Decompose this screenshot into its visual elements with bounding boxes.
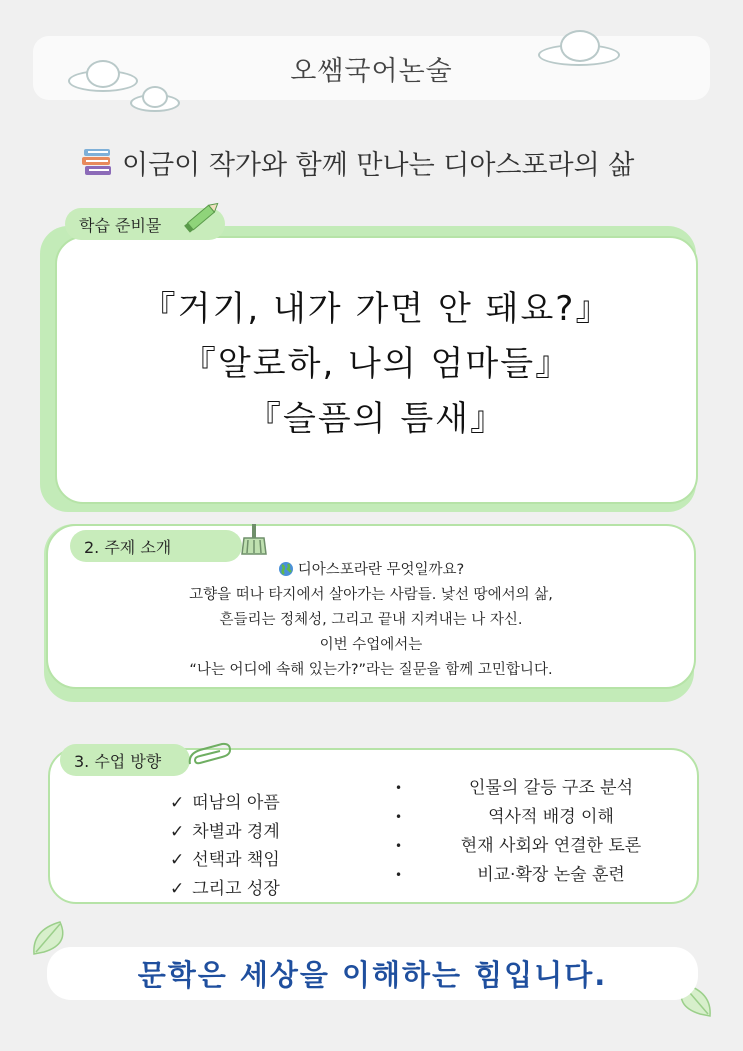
bullet-item-label: 역사적 배경 이해 bbox=[488, 807, 614, 827]
bullet-item bbox=[395, 774, 675, 803]
slogan-bar bbox=[47, 947, 698, 1000]
bullet-item-label: 인물의 갈등 구조 분석 bbox=[468, 778, 633, 798]
checklist-item bbox=[170, 789, 280, 818]
checklist-item-label: 선택과 책임 bbox=[192, 850, 280, 870]
brand-title: 오쌤국어논술 bbox=[290, 55, 453, 87]
topic-question-line bbox=[46, 558, 696, 583]
cloud-icon bbox=[538, 30, 618, 62]
direction-bullets bbox=[395, 774, 675, 890]
check-icon: ✓ bbox=[170, 850, 185, 870]
pencil-icon bbox=[180, 196, 224, 236]
direction-tag-label: 3. 수업 방향 bbox=[74, 751, 162, 771]
book-title: 『거기, 내가 가면 안 돼요?』 bbox=[141, 289, 612, 329]
bullet-icon: • bbox=[395, 810, 403, 824]
bullet-item-label: 현재 사회와 연결한 토론 bbox=[460, 836, 642, 856]
cloud-icon bbox=[68, 58, 138, 88]
topic-line: 흔들리는 정체성, 그리고 끝내 지켜내는 나 자신. bbox=[219, 612, 523, 628]
check-icon: ✓ bbox=[170, 878, 185, 899]
book-list bbox=[55, 282, 698, 447]
bullet-item bbox=[395, 832, 675, 861]
book-title: 『슬픔의 틈새』 bbox=[246, 399, 507, 439]
checklist-item-label: 차별과 경계 bbox=[192, 821, 280, 842]
topic-question: 디아스포라란 무엇일까요? bbox=[297, 562, 465, 578]
books-icon bbox=[80, 145, 114, 179]
checklist-item-label: 떠남의 아픔 bbox=[192, 793, 280, 813]
checklist-item bbox=[170, 818, 280, 847]
checklist-item-label: 그리고 성장 bbox=[192, 878, 280, 899]
subject-title: 이금이 작가와 함께 만나는 디아스포라의 삶 bbox=[122, 149, 635, 181]
checklist-item bbox=[170, 875, 280, 904]
topic-line: “나는 어디에 속해 있는가?”라는 질문을 함께 고민합니다. bbox=[189, 662, 553, 678]
materials-tag-label: 학습 준비물 bbox=[79, 215, 162, 235]
subject-line bbox=[80, 140, 690, 184]
topic-intro bbox=[46, 558, 696, 683]
bullet-item-label: 비교·확장 논술 훈련 bbox=[477, 865, 625, 885]
topic-line: 고향을 떠나 타지에서 살아가는 사람들. 낯선 땅에서의 삶, bbox=[189, 587, 553, 603]
cloud-icon bbox=[130, 86, 178, 108]
bullet-icon: • bbox=[395, 839, 403, 853]
bullet-icon: • bbox=[395, 781, 403, 795]
globe-icon bbox=[278, 561, 294, 577]
direction-checklist bbox=[170, 789, 280, 903]
topic-line: 이번 수업에서는 bbox=[319, 637, 423, 653]
bullet-item bbox=[395, 803, 675, 832]
paperclip-icon bbox=[184, 740, 234, 774]
book-title: 『알로하, 나의 엄마들』 bbox=[181, 344, 572, 384]
topic-tag-label: 2. 주제 소개 bbox=[84, 537, 172, 557]
check-icon: ✓ bbox=[170, 793, 185, 813]
bullet-icon: • bbox=[395, 868, 403, 882]
direction-tag bbox=[60, 744, 190, 776]
bullet-item bbox=[395, 861, 675, 890]
broom-icon bbox=[236, 522, 272, 558]
checklist-item bbox=[170, 846, 280, 875]
check-icon: ✓ bbox=[170, 821, 185, 842]
slogan-text: 문학은 세상을 이해하는 힘입니다. bbox=[137, 958, 608, 992]
